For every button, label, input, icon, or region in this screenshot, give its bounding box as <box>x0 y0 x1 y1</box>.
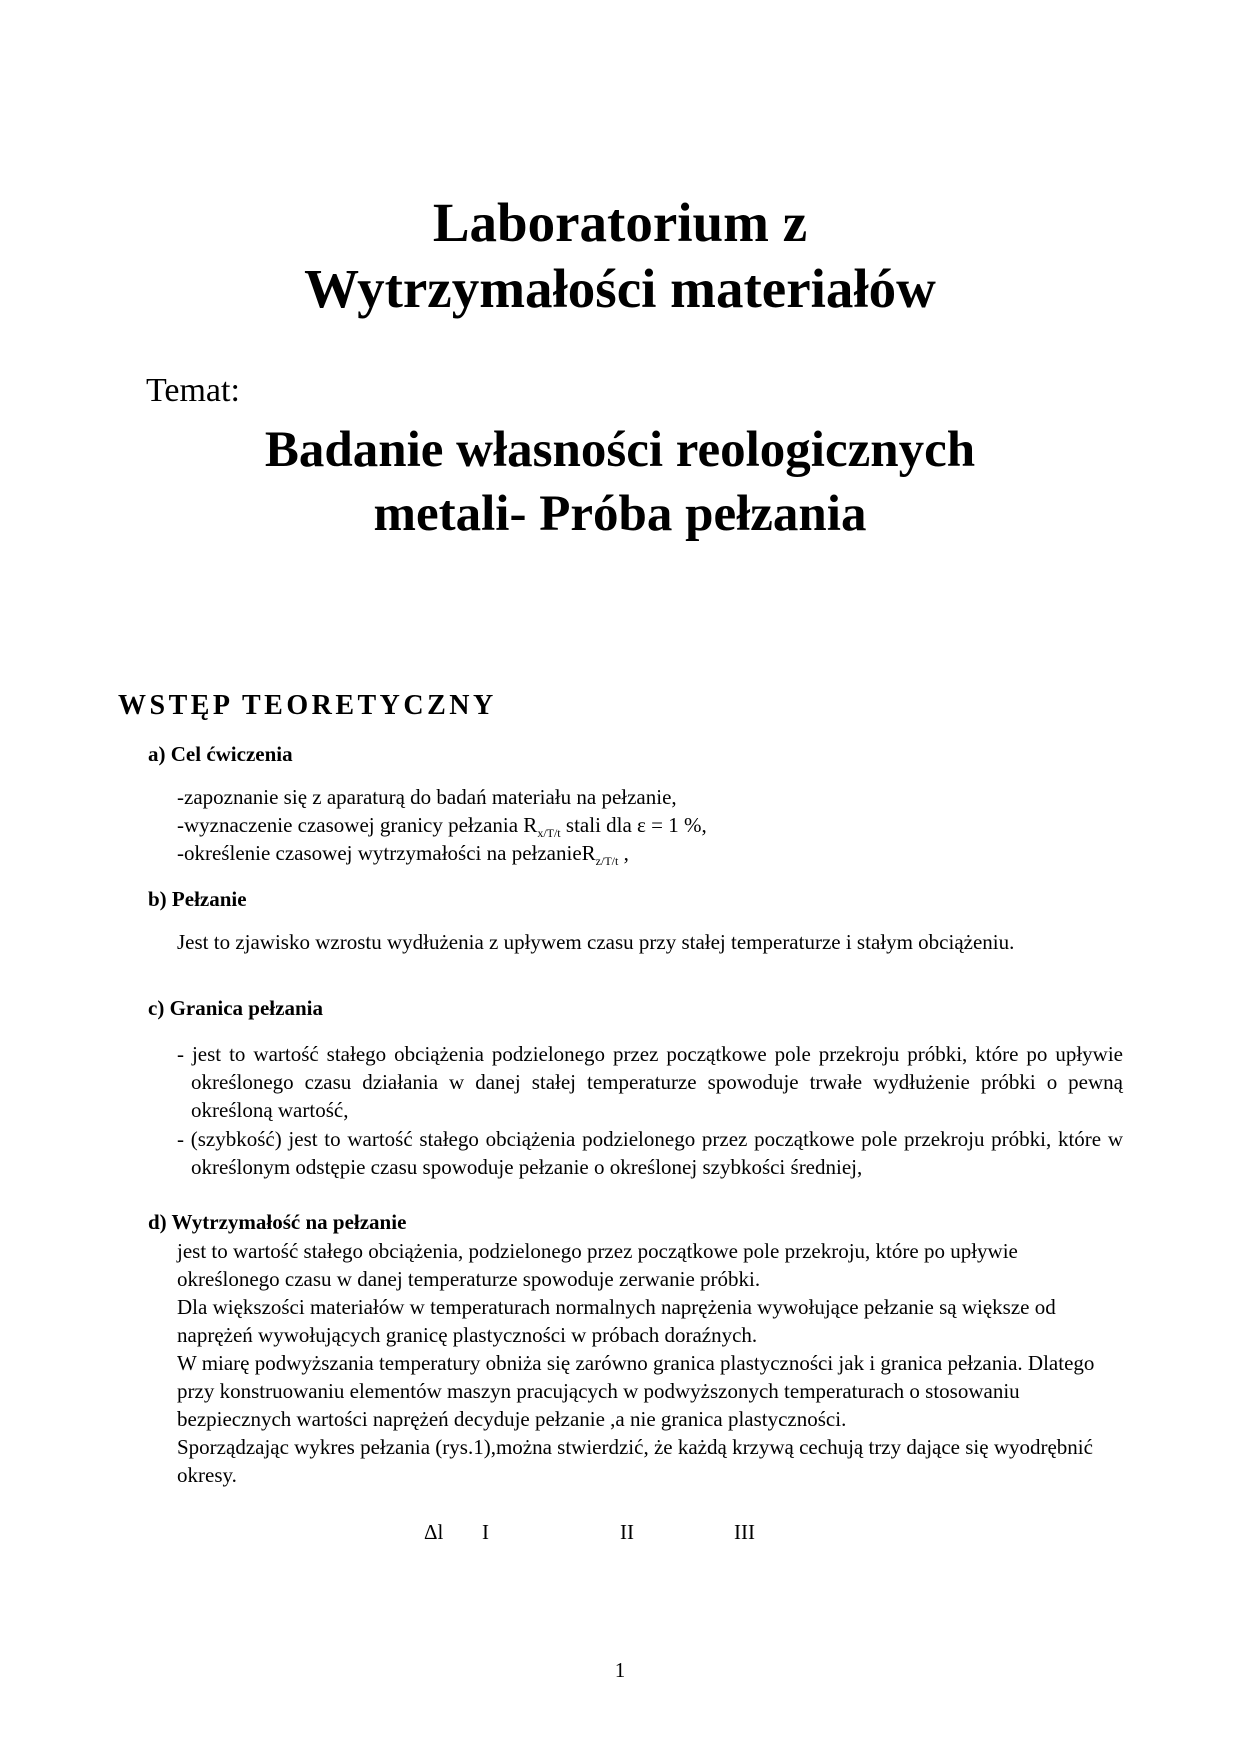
paragraph-4: Sporządzając wykres pełzania (rys.1),można stwierdzić, że każdą krzywą cechują trzy dające się wyodrębnić okresy. <box>177 1435 1093 1487</box>
heading-pelzanie: b) Pełzanie <box>148 887 247 911</box>
pelzanie-definition: Jest to zjawisko wzrostu wydłużenia z upływem czasu przy stałej temperaturze i stałym obciążeniu. <box>177 930 1015 954</box>
goal-item-3-subscript: z/T/t <box>595 854 619 868</box>
paragraph-2: Dla większości materiałów w temperaturach normalnych naprężenia wywołujące pełzanie są większe od naprężeń wywołujących granicę plastyczności w próbach doraźnych. <box>177 1295 1056 1347</box>
goal-item-2 <box>177 813 707 841</box>
page-number: 1 <box>614 1658 626 1682</box>
granica-bullet-1: - jest to wartość stałego obciążenia podzielonego przez początkowe pole przekroju próbki, które po upływie określonego czasu działania w danej stałej temperaturze spowoduje trwałe wydłużenie próbki o pewną określoną wartość, <box>177 1042 1123 1122</box>
topic-line-2: metali- Próba pełzania <box>373 486 867 542</box>
wytrzymalosc-text <box>177 1237 1123 1489</box>
figure-stage-2-label: II <box>620 1520 634 1544</box>
heading-cel-cwiczenia: a) Cel ćwiczenia <box>148 742 293 766</box>
figure-stage-3-label: III <box>734 1520 755 1544</box>
topic-label: Temat: <box>146 372 240 409</box>
paragraph-1: jest to wartość stałego obciążenia, podzielonego przez początkowe pole przekroju, które po upływie określonego czasu w danej temperaturze spowoduje zerwanie próbki. <box>177 1239 1018 1291</box>
figure-stage-1-label: I <box>482 1520 489 1544</box>
goal-item-2-tail: stali dla ε = 1 %, <box>560 813 707 837</box>
section-heading: WSTĘP TEORETYCZNY <box>118 690 497 721</box>
figure-delta-l-label: Δl <box>424 1520 444 1544</box>
title-line-2: Wytrzymałości materiałów <box>304 258 936 319</box>
goal-item-3 <box>177 841 629 869</box>
goal-item-2-text: -wyznaczenie czasowej granicy pełzania R <box>177 813 538 837</box>
goal-item-1: -zapoznanie się z aparaturą do badań materiału na pełzanie, <box>177 785 677 809</box>
goal-item-3-text: -określenie czasowej wytrzymałości na pełzanieR <box>177 841 596 865</box>
granica-bullet-2: - (szybkość) jest to wartość stałego obciążenia podzielonego przez początkowe pole przekroju próbki, które w określonym odstępie czasu spowoduje pełzanie o określonej szybkości średniej, <box>177 1127 1123 1179</box>
paragraph-3: W miarę podwyższania temperatury obniża się zarówno granica plastyczności jak i granica pełzania. Dlatego przy konstruowaniu elementów maszyn pracujących w podwyższonych temperaturach o stosowaniu bezpiecznych wartości naprężeń decyduje pełzanie ,a nie granica plastyczności. <box>177 1351 1095 1431</box>
heading-granica-pelzania: c) Granica pełzania <box>148 996 323 1020</box>
topic-line-1: Badanie własności reologicznych <box>264 422 976 478</box>
goal-item-2-subscript: x/T/t <box>537 826 561 840</box>
goal-item-3-tail: , <box>618 841 629 865</box>
heading-wytrzymalosc: d) Wytrzymałość na pełzanie <box>148 1210 407 1234</box>
title-line-1: Laboratorium z <box>432 192 808 253</box>
